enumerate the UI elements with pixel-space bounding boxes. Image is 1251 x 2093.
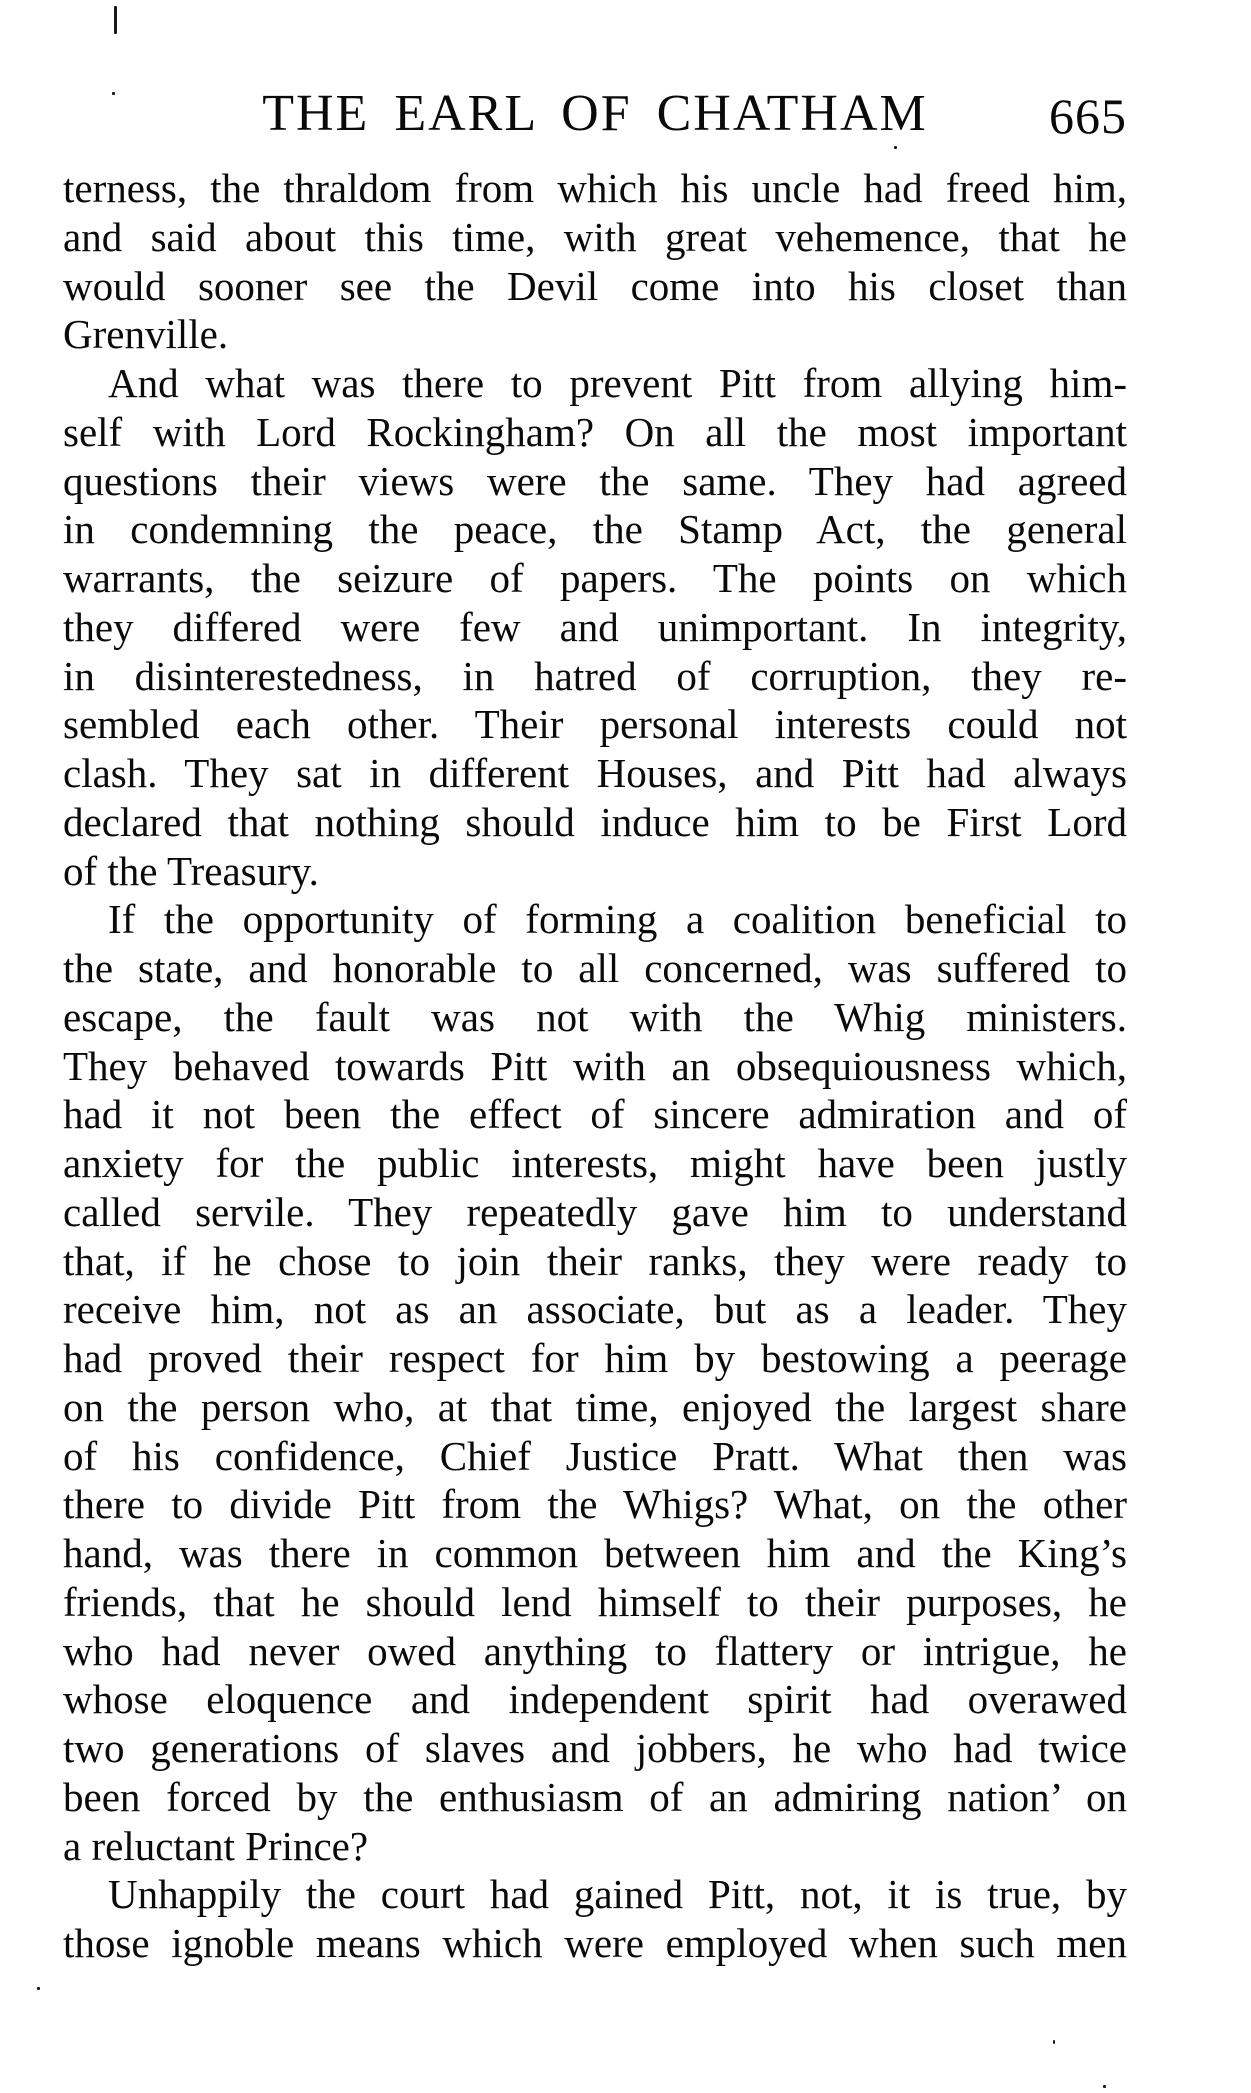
- scan-artifact: [894, 146, 897, 149]
- text-line: escape, the fault was not with the Whig ministers.: [63, 993, 1127, 1040]
- text-line: whose eloquence and independent spirit had overawed: [63, 1676, 1127, 1723]
- text-line: of his confidence, Chief Justice Pratt. What then was: [63, 1432, 1127, 1479]
- text-block: [63, 164, 1127, 1968]
- page-number: 665: [1049, 88, 1127, 144]
- text-line: And what was there to prevent Pitt from allying him-: [108, 360, 1127, 406]
- text-line: If the opportunity of forming a coalition beneficial to: [108, 896, 1127, 943]
- running-head-title: THE EARL OF CHATHAM: [262, 85, 928, 142]
- text-line: and said about this time, with great vehemence, that he: [63, 213, 1127, 260]
- text-line: clash. They sat in different Houses, and Pitt had always: [63, 750, 1127, 796]
- text-line: self with Lord Rockingham? On all the most important: [63, 408, 1127, 455]
- scan-artifact: [1053, 2040, 1055, 2044]
- scan-artifact: [1103, 2085, 1106, 2088]
- text-line: Unhappily the court had gained Pitt, not, it is true, by: [108, 1871, 1127, 1918]
- text-line: Grenville.: [63, 311, 229, 358]
- text-line: terness, the thraldom from which his uncle had freed him,: [63, 165, 1127, 211]
- text-line: friends, that he should lend himself to their purposes, he: [63, 1578, 1127, 1625]
- scan-artifact: [112, 92, 115, 95]
- text-line: that, if he chose to join their ranks, they were ready to: [63, 1237, 1127, 1284]
- page-header: [63, 85, 1127, 144]
- text-line: who had never owed anything to flattery or intrigue, he: [63, 1627, 1127, 1674]
- text-line: they differed were few and unimportant. In integrity,: [63, 603, 1127, 650]
- text-line: hand, was there in common between him and the King’s: [63, 1530, 1127, 1576]
- text-line: warrants, the seizure of papers. The points on which: [63, 555, 1127, 601]
- text-line: the state, and honorable to all concerned, was suffered to: [63, 945, 1127, 991]
- text-line: of the Treasury.: [63, 847, 319, 894]
- text-line: had it not been the effect of sincere admiration and of: [63, 1091, 1127, 1138]
- text-line: declared that nothing should induce him to be First Lord: [63, 798, 1127, 845]
- text-line: questions their views were the same. They had agreed: [63, 457, 1127, 504]
- text-line: would sooner see the Devil come into his closet than: [63, 262, 1127, 309]
- text-line: They behaved towards Pitt with an obsequiousness which,: [63, 1042, 1127, 1089]
- scan-artifact: [114, 6, 117, 34]
- scan-artifact: [37, 1987, 40, 1990]
- text-line: in condemning the peace, the Stamp Act, the general: [63, 506, 1127, 553]
- text-line: on the person who, at that time, enjoyed the largest share: [63, 1383, 1127, 1430]
- text-line: there to divide Pitt from the Whigs? What, on the other: [63, 1481, 1127, 1528]
- text-line: anxiety for the public interests, might have been justly: [63, 1140, 1127, 1186]
- text-line: a reluctant Prince?: [63, 1822, 369, 1869]
- text-line: two generations of slaves and jobbers, he who had twice: [63, 1725, 1127, 1771]
- text-line: sembled each other. Their personal interests could not: [63, 701, 1127, 748]
- text-line: been forced by the enthusiasm of an admiring nation’ on: [63, 1773, 1127, 1820]
- text-line: in disinterestedness, in hatred of corruption, they re-: [63, 652, 1127, 699]
- text-line: had proved their respect for him by bestowing a peerage: [63, 1335, 1127, 1381]
- text-line: receive him, not as an associate, but as a leader. They: [63, 1286, 1127, 1333]
- text-line: those ignoble means which were employed when such men: [63, 1920, 1127, 1966]
- text-line: called servile. They repeatedly gave him to understand: [63, 1188, 1127, 1235]
